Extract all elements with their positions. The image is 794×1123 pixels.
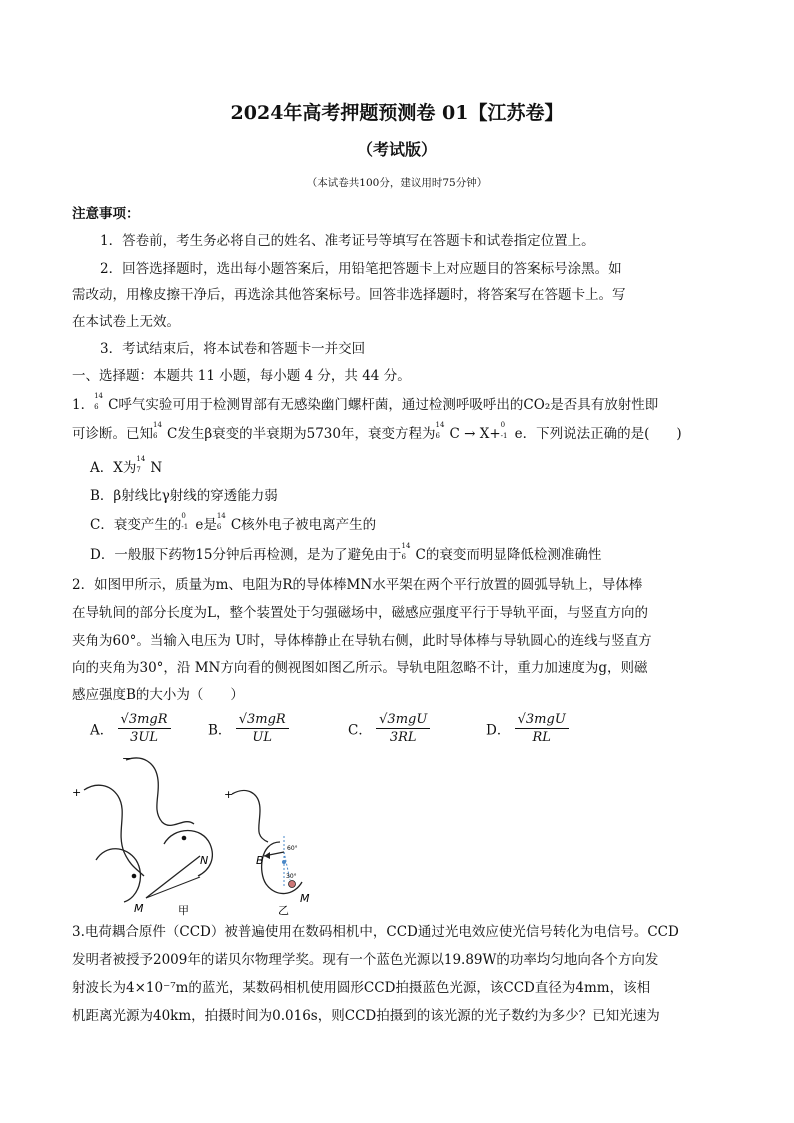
q3-line-2: 发明者被授予2009年的诺贝尔物理学奖。现有一个蓝色光源以19.89W的功率均匀地向各个方向发 (72, 952, 659, 968)
c14-nuclide: 14 6 (435, 421, 445, 440)
q1-option-c: C．衰变产生的 0 -1 e是 14 6 C核外电子被电离产生的 (90, 512, 377, 533)
label-b: B (256, 854, 264, 867)
c14-nuclide: 14 6 (94, 392, 104, 411)
arc-center-left (132, 874, 137, 879)
q2-option-a: A． $\frac{\text{√3mgR}}{3UL}$ (90, 712, 171, 745)
q2-line-1: 2．如图甲所示，质量为m、电阻为R的导体棒MN水平架在两个平行放置的圆弧导轨上，导体棒 (72, 577, 643, 593)
section-1-heading: 一、选择题：本题共 11 小题，每小题 4 分，共 44 分。 (72, 368, 411, 384)
notice-item-2-line-2: 需改动，用橡皮擦干净后，再选涂其他答案标号。回答非选择题时，将答案写在答题卡上。写 (72, 287, 626, 303)
electron-symbol: 0 -1 (500, 421, 508, 440)
q1-option-a: A．X为 14 7 N (90, 455, 163, 476)
angle-60-label: 60° (287, 845, 298, 852)
label-m: M (300, 892, 310, 905)
page-subtitle: （考试版） (356, 140, 437, 159)
q2-option-a-fraction: $\frac{\text{√3mgR}}{3UL}$ (118, 712, 171, 745)
c14-nuclide: 14 6 (216, 512, 226, 531)
q2-line-4: 向的夹角为30°，沿 MN方向看的侧视图如图乙所示。导轨电阻忽略不计，重力加速度为g，则磁 (72, 660, 648, 676)
q1-line-1: 1． 14 6 C呼气实验可用于检测胃部有无感染幽门螺杆菌，通过检测呼吸呼出的CO₂是否具有放射性即 (72, 392, 659, 413)
notice-item-2-line-1: 2．回答选择题时，选出每小题答案后，用铅笔把答题卡上对应题目的答案标号涂黑。如 (100, 261, 622, 277)
q2-option-d: D． $\frac{\text{√3mgU}}{RL}$ (486, 712, 569, 745)
figure-yi (220, 780, 320, 920)
q2-option-b: B． $\frac{\text{√3mgR}}{UL}$ (208, 712, 289, 745)
arc-center-right (182, 836, 187, 841)
page-title: 2024年高考押题预测卷 01【江苏卷】 (230, 102, 564, 124)
q1-line-2: 可诊断。已知 14 6 C发生β衰变的半衰期为5730年，衰变方程为 14 6 C → X+ 0 -1 e．下列说法正确的是( ) (72, 421, 682, 442)
q2-option-c-fraction: $\frac{\text{√3mgU}}{3RL}$ (376, 712, 430, 745)
notice-item-3: 3．考试结束后，将本试卷和答题卡一并交回 (100, 341, 366, 357)
electron-symbol: 0 -1 (181, 512, 189, 531)
label-m: M (134, 902, 144, 915)
rail-right (126, 758, 194, 825)
plus-label: + (72, 786, 82, 799)
q3-line-3: 射波长为4×10⁻⁷m的蓝光，某数码相机使用圆形CCD拍摄蓝色光源，该CCD直径为4mm，该相 (72, 980, 651, 996)
q2-line-3: 夹角为60°。当输入电压为 U时，导体棒静止在导轨右侧，此时导体棒与导轨圆心的连线与竖直方 (72, 633, 652, 649)
c14-nuclide: 14 6 (153, 421, 162, 440)
rod-lower (146, 877, 200, 898)
plus-label: + (224, 788, 234, 801)
n14-nuclide: 14 7 (136, 455, 146, 474)
figure-yi-caption: 乙 (278, 904, 289, 917)
q2-option-c: C． $\frac{\text{√3mgU}}{3RL}$ (348, 712, 430, 745)
notice-item-1: 1．答卷前，考生务必将自己的姓名、准考证号等填写在答题卡和试卷指定位置上。 (100, 233, 595, 249)
q2-line-2: 在导轨间的部分长度为L，整个装置处于匀强磁场中，磁感应强度平行于导轨平面，与竖直方向的 (72, 605, 648, 621)
rail-left (84, 785, 144, 876)
notice-item-2-line-3: 在本试卷上无效。 (72, 314, 180, 330)
rod-cross-section (289, 881, 296, 888)
arc-center (282, 860, 286, 864)
c14-nuclide: 14 6 (401, 542, 411, 561)
notice-heading: 注意事项： (72, 206, 140, 222)
label-n: N (200, 854, 209, 867)
arrow-head (264, 852, 270, 859)
angle-30-label: 30° (286, 873, 297, 880)
q2-option-b-fraction: $\frac{\text{√3mgR}}{UL}$ (236, 712, 289, 745)
q2-option-d-fraction: $\frac{\text{√3mgU}}{RL}$ (515, 712, 569, 745)
minus-label: − (122, 752, 132, 765)
q1-option-b: B．β射线比γ射线的穿透能力弱 (90, 488, 278, 504)
q3-line-1: 3.电荷耦合原件（CCD）被普遍使用在数码相机中，CCD通过光电效应使光信号转化为电信号。CCD (72, 924, 679, 940)
exam-note: （本试卷共100分，建议用时75分钟） (306, 177, 488, 189)
figure-jia-caption: 甲 (178, 904, 189, 917)
rail-profile (232, 791, 268, 842)
q3-line-4: 机距离光源为40km，拍摄时间为0.016s，则CCD拍摄到的该光源的光子数约为多少？已知光速为 (72, 1008, 660, 1024)
q1-option-d: D．一般服下药物15分钟后再检测，是为了避免由于 14 6 C的衰变而明显降低检测准确性 (90, 542, 602, 563)
rod-mn (146, 856, 200, 898)
q2-line-5: 感应强度B的大小为（ ） (72, 687, 244, 703)
figure-jia (66, 752, 226, 917)
